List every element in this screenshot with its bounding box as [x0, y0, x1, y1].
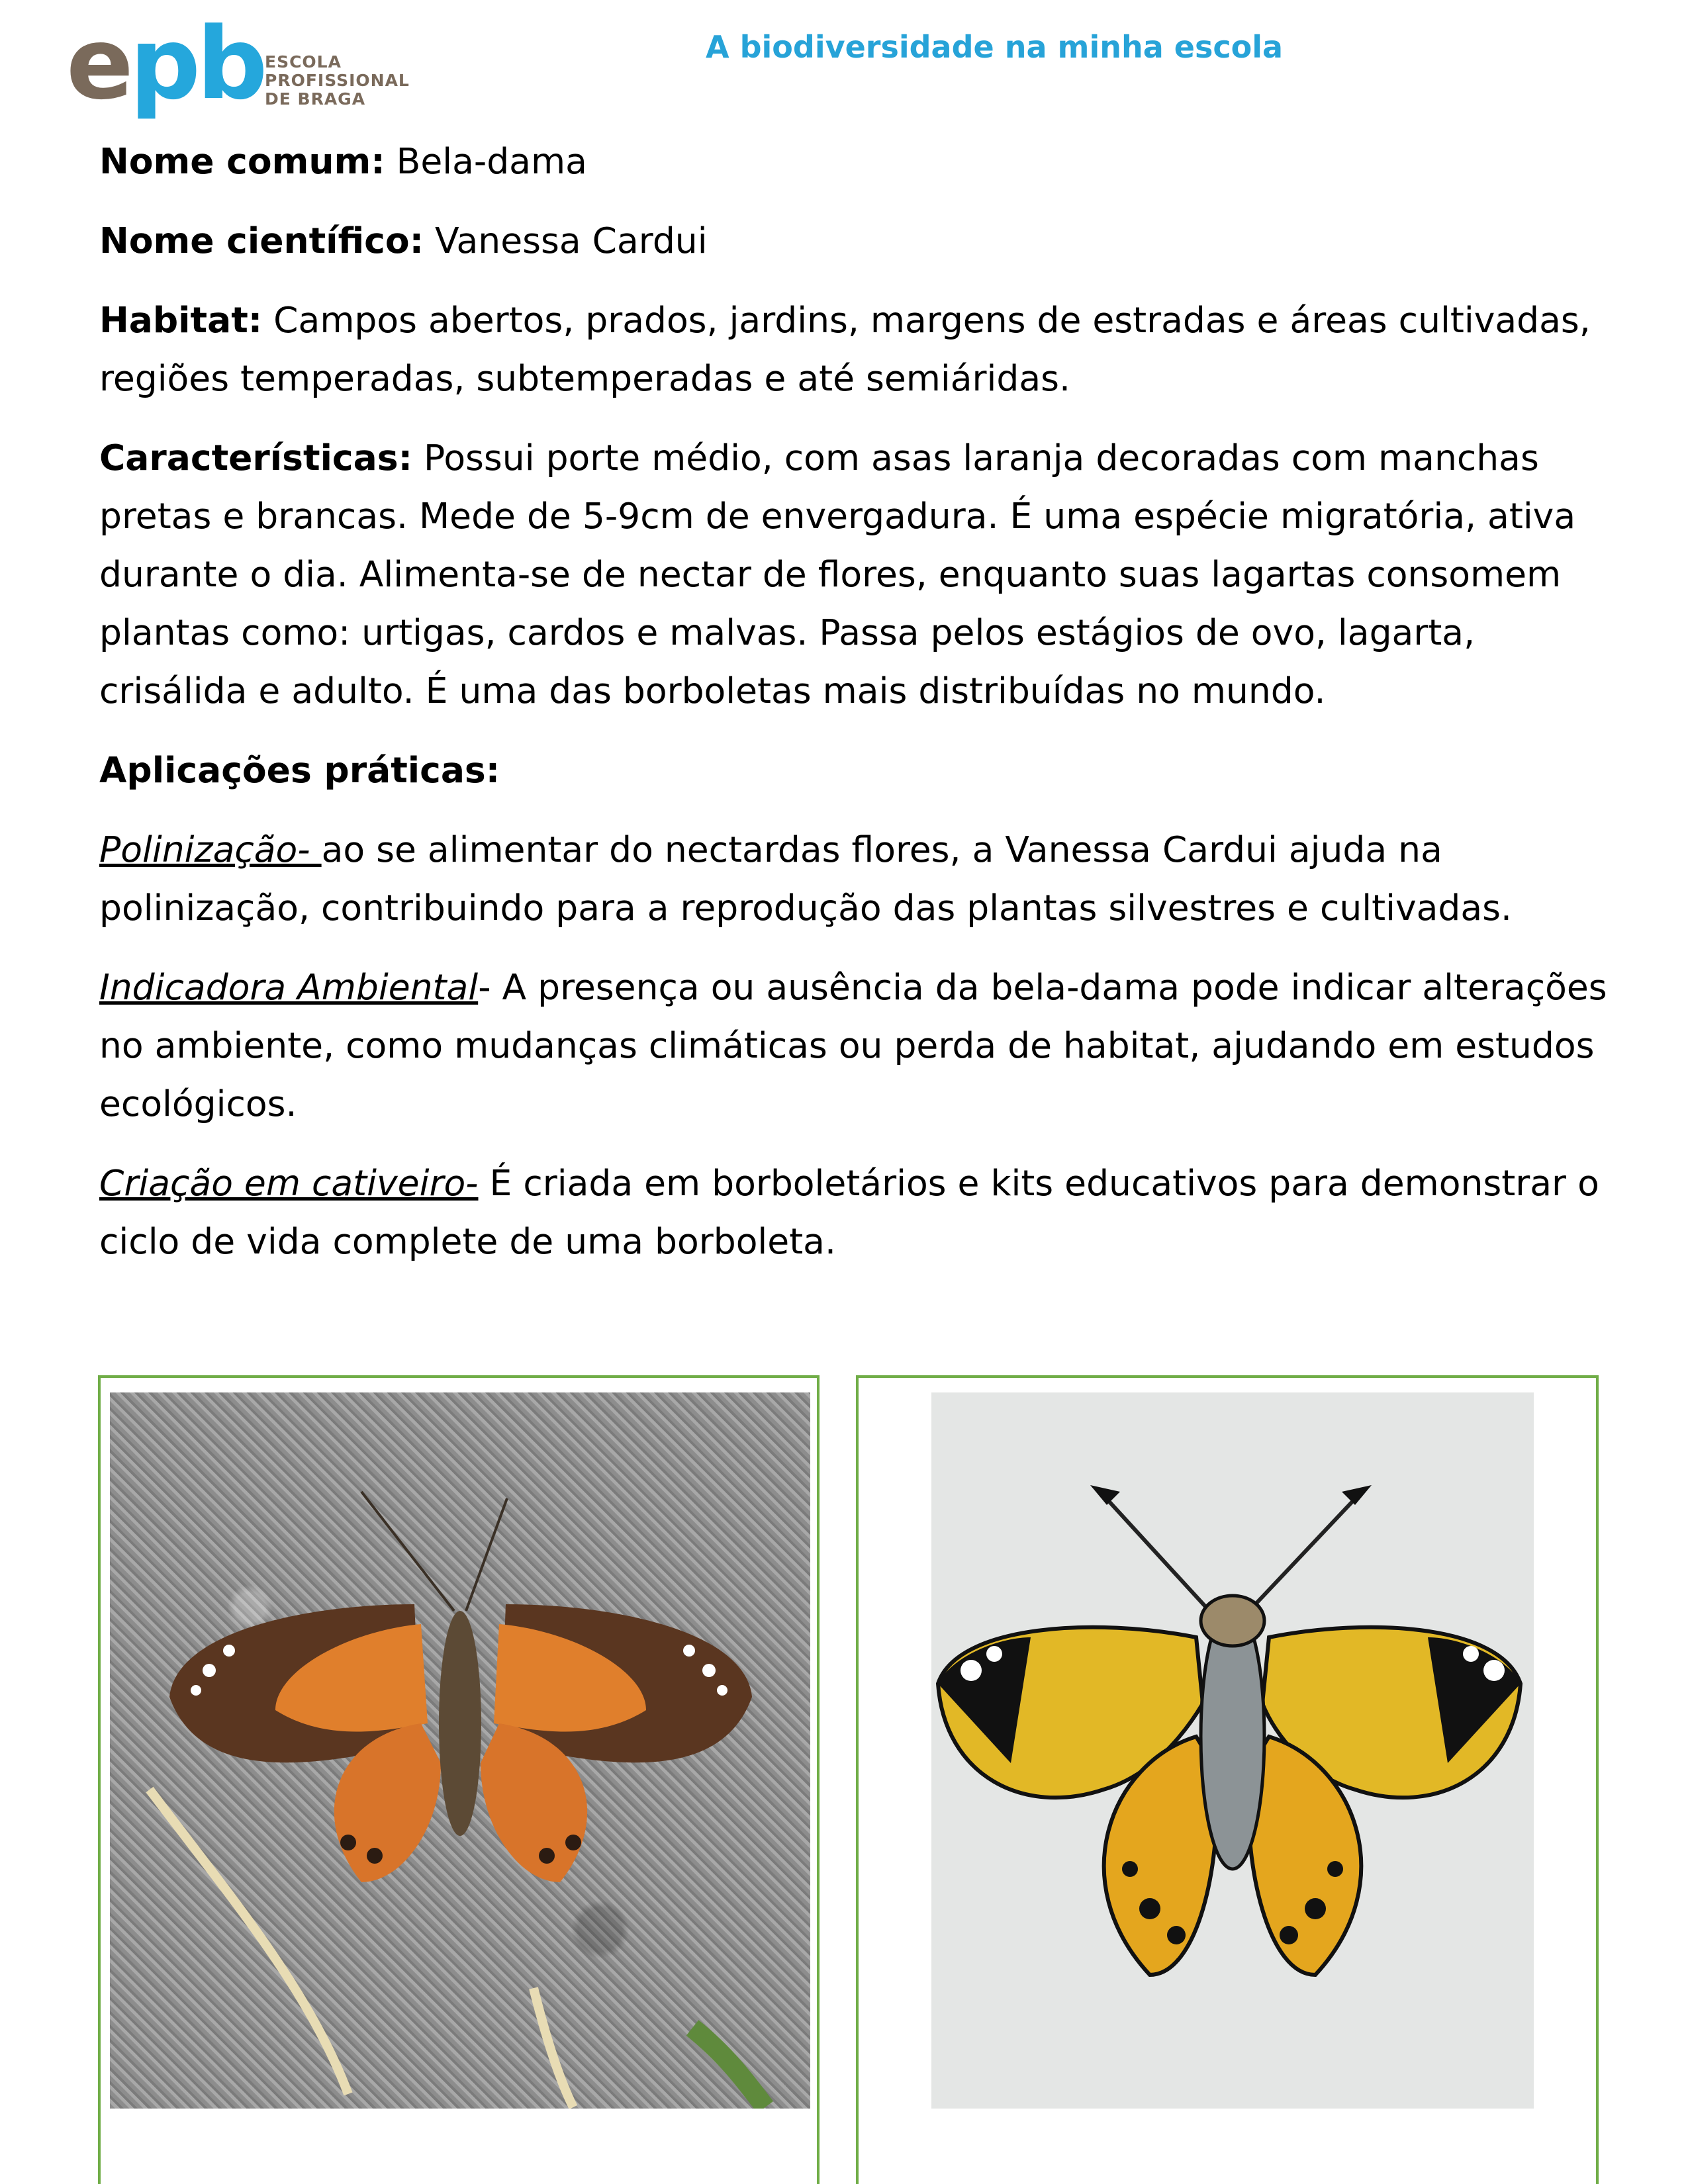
- caracteristicas-label: Características:: [99, 437, 412, 478]
- nome-comum-label: Nome comum:: [99, 140, 385, 182]
- butterfly-drawing-illustration: [931, 1392, 1534, 2109]
- application-term: Criação em cativeiro-: [99, 1162, 479, 1204]
- application-item: [99, 821, 1615, 937]
- caracteristicas-value: Possui porte médio, com asas laranja decoradas com manchas pretas e brancas. Mede de 5-9cm de envergadura. É uma espécie migratória, ativa durante o dia. Alimenta-se de nectar de flores, enquanto suas lagartas consomem plantas como: urtigas, cardos e malvas. Passa pelos estágios de ovo, lagarta, crisálida e adulto. É uma das borboletas mais distribuídas no mundo.: [99, 437, 1576, 711]
- habitat-value: Campos abertos, prados, jardins, margens de estradas e áreas cultivadas, regiões temperadas, subtemperadas e até semiáridas.: [99, 299, 1591, 399]
- aplicacoes-label: Aplicações práticas:: [99, 749, 500, 791]
- field-nome-comum: [99, 132, 1615, 191]
- application-item: [99, 958, 1615, 1133]
- logo-mark: epb: [66, 7, 264, 122]
- field-nome-cientifico: [99, 212, 1615, 270]
- habitat-label: Habitat:: [99, 299, 263, 341]
- field-caracteristicas: [99, 429, 1615, 720]
- application-item: [99, 1154, 1615, 1271]
- logo-line-1: ESCOLA PROFISSIONAL: [265, 52, 410, 90]
- application-term: Indicadora Ambiental: [99, 966, 479, 1008]
- header-title: A biodiversidade na minha escola: [706, 29, 1284, 65]
- application-text: É criada em borboletários e kits educativos para demonstrar o ciclo de vida complete de uma borboleta.: [99, 1162, 1599, 1262]
- butterfly-photo: [110, 1392, 810, 2109]
- species-sheet: [99, 132, 1615, 1292]
- application-term: Polinização-: [99, 829, 322, 870]
- nome-cientifico-value: Vanessa Cardui: [424, 220, 708, 261]
- butterfly-photo-illustration: [110, 1392, 810, 2109]
- logo-text: [265, 53, 477, 109]
- application-text: - A presença ou ausência da bela-dama pode indicar alterações no ambiente, como mudanças climáticas ou perda de habitat, ajudando em estudos ecológicos.: [99, 966, 1607, 1124]
- school-logo: [66, 7, 477, 124]
- field-habitat: [99, 291, 1615, 408]
- butterfly-drawing: [931, 1392, 1534, 2109]
- application-text: ao se alimentar do nectardas flores, a Vanessa Cardui ajuda na polinização, contribuindo para a reprodução das plantas silvestres e cultivadas.: [99, 829, 1513, 929]
- nome-comum-value: Bela-dama: [385, 140, 587, 182]
- logo-line-2: DE BRAGA: [265, 89, 366, 109]
- field-aplicacoes: [99, 741, 1615, 799]
- nome-cientifico-label: Nome científico:: [99, 220, 424, 261]
